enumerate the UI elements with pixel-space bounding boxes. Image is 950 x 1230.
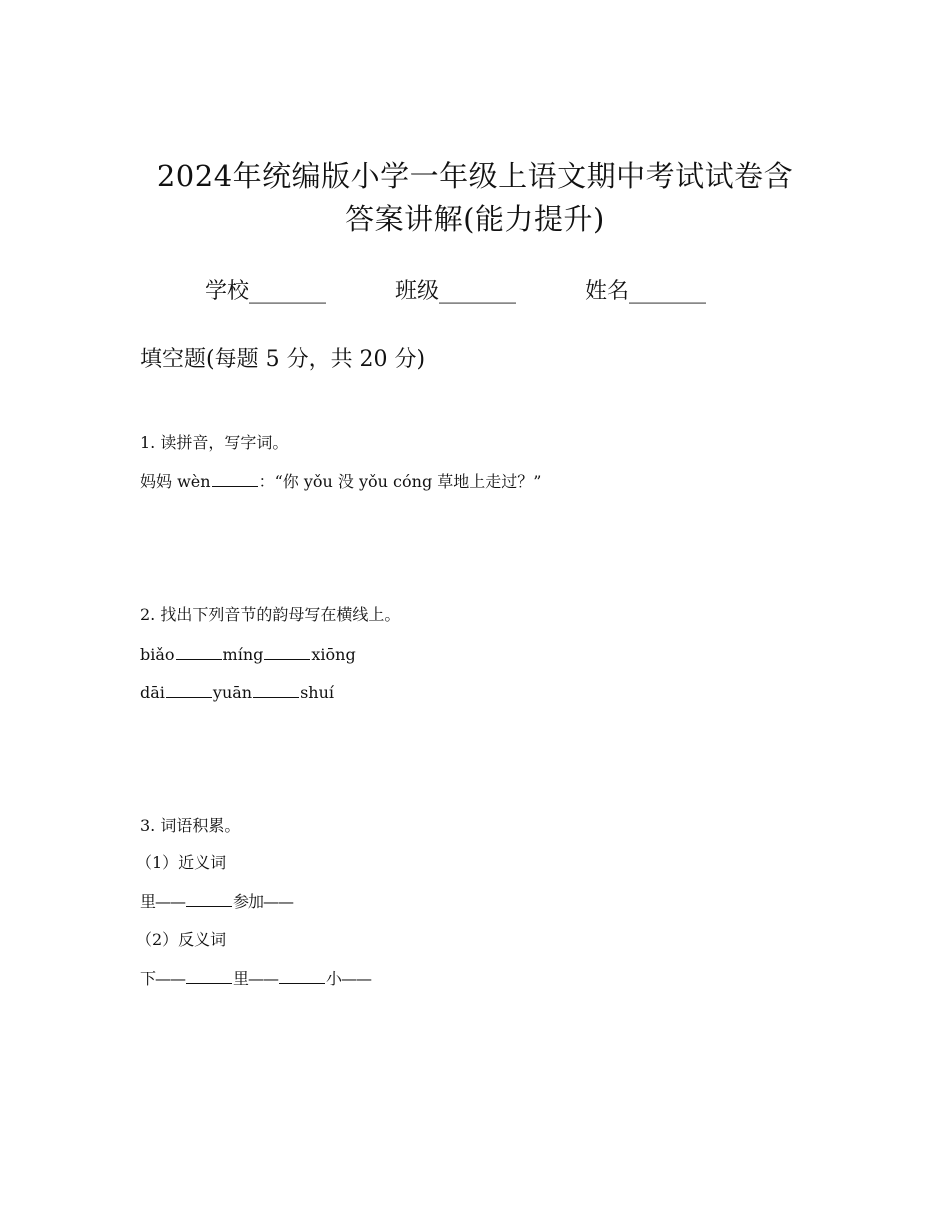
answer-blank[interactable] <box>186 968 232 984</box>
page-title-line-2: 答案讲解(能力提升) <box>345 202 605 236</box>
word-item: 小—— <box>326 969 372 988</box>
answer-blank[interactable] <box>264 644 310 660</box>
question-2-prompt: 2. 找出下列音节的韵母写在横线上。 <box>140 605 401 624</box>
answer-blank[interactable] <box>176 644 222 660</box>
q1-text-b: ：“你 yǒu 没 yǒu cóng 草地上走过？” <box>258 472 542 491</box>
question-3-antonym-line <box>140 968 371 990</box>
answer-blank[interactable] <box>166 682 212 698</box>
syllable: xiōng <box>311 645 356 664</box>
answer-blank[interactable] <box>279 968 325 984</box>
syllable: biǎo <box>140 645 175 664</box>
page-title-line-1: 2024年统编版小学一年级上语文期中考试试卷含 <box>156 159 794 193</box>
answer-blank[interactable] <box>212 471 258 487</box>
word-item: 参加—— <box>233 892 294 911</box>
question-3-sub-1: （1）近义词 <box>136 853 227 872</box>
name-field[interactable]: 姓名_______ <box>585 279 707 304</box>
question-2-row-2 <box>140 682 334 704</box>
syllable: shuí <box>300 683 335 702</box>
question-3-prompt: 3. 词语积累。 <box>140 816 241 835</box>
word-item: 里—— <box>140 892 186 911</box>
answer-blank[interactable] <box>186 891 232 907</box>
word-item: 里—— <box>233 969 279 988</box>
question-1-prompt: 1. 读拼音，写字词。 <box>140 433 289 452</box>
syllable: dāi <box>140 683 165 702</box>
question-2-row-1 <box>140 644 356 666</box>
question-1-line <box>140 471 541 493</box>
school-field[interactable]: 学校_______ <box>205 279 327 304</box>
student-info-row <box>205 276 706 308</box>
class-field[interactable]: 班级_______ <box>395 279 517 304</box>
syllable: yuān <box>212 683 253 702</box>
section-heading: 填空题(每题 5 分，共 20 分) <box>140 347 426 372</box>
question-3-synonym-line <box>140 891 293 913</box>
answer-blank[interactable] <box>253 682 299 698</box>
question-3-sub-2: （2）反义词 <box>136 930 227 949</box>
syllable: míng <box>222 645 264 664</box>
q1-text-a: 妈妈 wèn <box>140 472 211 491</box>
word-item: 下—— <box>140 969 186 988</box>
